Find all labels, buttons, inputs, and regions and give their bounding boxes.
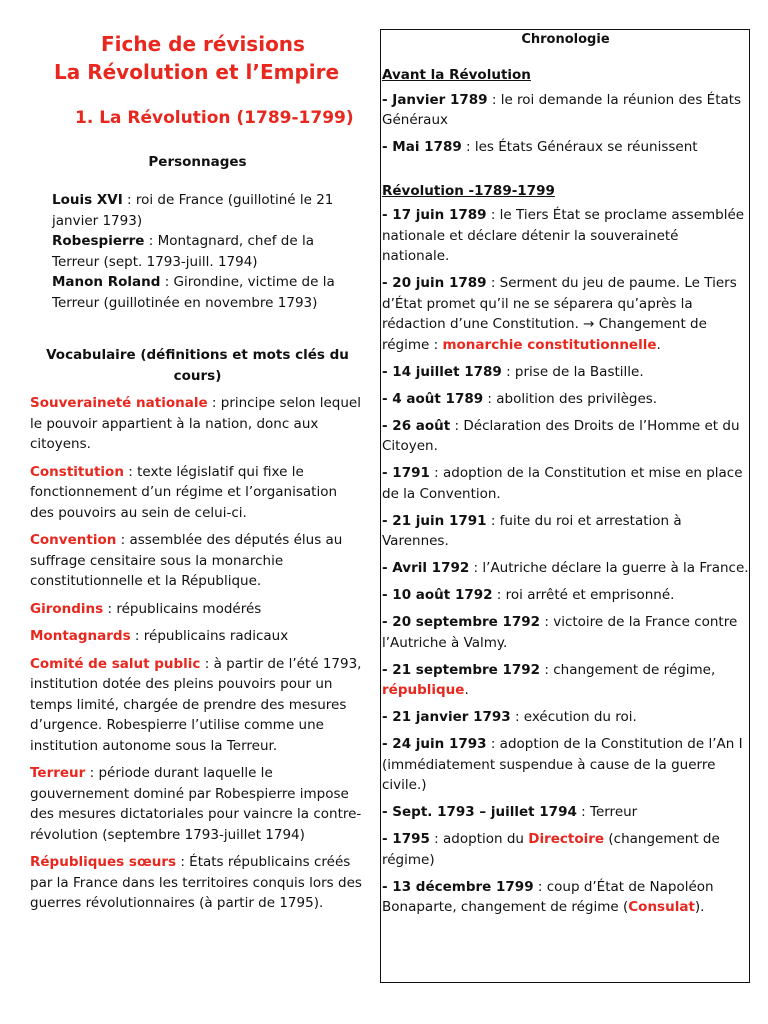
chrono-event	[382, 558, 749, 579]
event-text: : adoption de la Constitution et mise en place de la Convention.	[382, 465, 743, 502]
chrono-event	[382, 707, 749, 728]
event-end: (changement de régime)	[382, 831, 720, 868]
vocab-def: : républicains radicaux	[130, 628, 289, 644]
section-heading: 1. La Révolution (1789-1799)	[75, 108, 354, 128]
vocab-term: Souveraineté nationale	[30, 395, 208, 411]
chrono-event	[382, 362, 749, 383]
event-date: - 14 juillet 1789	[382, 363, 502, 380]
event-end: ).	[694, 899, 705, 915]
event-text: : Terreur	[576, 804, 638, 820]
event-date: - 21 septembre 1792	[382, 661, 541, 678]
chrono-event	[382, 734, 749, 796]
person-item	[52, 190, 365, 231]
vocab-def: : texte législatif qui fixe le fonctionnement d’un régime et l’organisation des pouvoirs au sein de celui-ci.	[30, 463, 338, 521]
chronology-box	[380, 29, 750, 983]
chrono-event	[382, 829, 749, 870]
page-title-line2: La Révolution et l’Empire	[54, 60, 340, 84]
event-text: : le Tiers État se proclame assemblée nationale et déclare détenir la souveraineté nationale.	[382, 207, 745, 264]
event-date: - 4 août 1789	[382, 390, 484, 407]
event-text: : prise de la Bastille.	[501, 363, 644, 380]
event-date: - 26 août	[382, 417, 451, 434]
event-date: - Janvier 1789	[382, 91, 488, 108]
vocab-def: : assemblée des députés élus au suffrage censitaire sous la monarchie constitutionnelle et la République.	[30, 532, 343, 589]
vocab-item	[30, 462, 365, 524]
event-date: - 20 juin 1789	[382, 275, 487, 291]
vocab-item	[30, 626, 365, 647]
chrono-event	[382, 389, 749, 410]
event-text: : le roi demande la réunion des États Généraux	[382, 91, 742, 128]
vocab-item	[30, 852, 365, 914]
event-date: - 20 septembre 1792	[382, 614, 541, 630]
event-text: : adoption de la Constitution de l’An I (immédiatement suspendue à cause de la guerre civile.)	[382, 736, 743, 793]
event-date: - 21 juin 1791	[382, 512, 487, 529]
event-regime: monarchie constitutionnelle	[442, 336, 657, 353]
event-regime: république	[382, 682, 465, 698]
event-text: : victoire de la France contre l’Autriche à Valmy.	[382, 614, 738, 651]
event-end: .	[656, 336, 661, 353]
vocab-term: Girondins	[30, 600, 104, 617]
vocab-term: Terreur	[30, 765, 86, 781]
event-text: : Déclaration des Droits de l’Homme et du Citoyen.	[382, 417, 740, 454]
person-item	[52, 272, 365, 313]
vocab-def: : principe selon lequel le pouvoir appartient à la nation, donc aux citoyens.	[30, 395, 361, 452]
chrono-event	[382, 137, 749, 158]
event-date: - 1795	[382, 831, 430, 847]
era-heading-revolution: Révolution -1789-1799	[382, 182, 555, 199]
event-end: .	[464, 682, 469, 698]
persons-heading: Personnages	[148, 154, 247, 170]
event-regime: Consulat	[628, 899, 695, 915]
chrono-event	[382, 660, 749, 701]
vocab-item	[30, 763, 365, 845]
vocab-def: : États républicains créés par la France dans les territoires conquis lors des guerres révolutionnaires (à partir de 1795).	[30, 854, 362, 911]
person-item	[52, 231, 365, 272]
chrono-event	[382, 205, 749, 267]
event-text: : les États Généraux se réunissent	[461, 139, 698, 155]
event-date: - 21 janvier 1793	[382, 709, 511, 725]
event-date: - 13 décembre 1799	[382, 878, 534, 895]
vocab-item	[30, 599, 365, 620]
chrono-event	[382, 416, 749, 457]
event-text: : Serment du jeu de paume. Le Tiers d’État promet qu’il ne se séparera qu’après la rédaction d’une Constitution. → Changement de régime :	[382, 275, 737, 353]
persons-list	[52, 190, 365, 313]
person-name: Louis XVI	[52, 192, 123, 208]
vocab-def: : période durant laquelle le gouvernement dominé par Robespierre impose des mesures dictatoriales pour vaincre la contre-révolution (septembre 1793-juillet 1794)	[30, 765, 362, 843]
event-text: : exécution du roi.	[510, 709, 637, 725]
event-date: - Mai 1789	[382, 139, 462, 155]
event-text: : roi arrêté et emprisonné.	[492, 587, 675, 603]
event-date: - Avril 1792	[382, 560, 470, 576]
chrono-event	[382, 463, 749, 504]
vocab-def: : républicains modérés	[103, 600, 262, 617]
event-date: - 10 août 1792	[382, 587, 493, 603]
vocab-list	[30, 393, 365, 914]
event-date: - 24 juin 1793	[382, 736, 487, 752]
vocab-term: Républiques sœurs	[30, 854, 177, 870]
vocab-item	[30, 654, 365, 757]
vocab-def: : à partir de l’été 1793, institution dotée des pleins pouvoirs pour un temps limité, chargée de prendre des mesures d’urgence. Robespierre l’utilise comme une institution autonome sous la Terreur.	[30, 655, 362, 754]
chrono-event	[382, 273, 749, 355]
event-text: : abolition des privilèges.	[483, 390, 658, 407]
vocab-item	[30, 530, 365, 592]
event-date: - 17 juin 1789	[382, 207, 487, 223]
event-date: - Sept. 1793 – juillet 1794	[382, 804, 577, 820]
vocab-item	[30, 393, 365, 455]
vocab-term: Montagnards	[30, 628, 131, 644]
chrono-event	[382, 585, 749, 606]
vocab-term: Comité de salut public	[30, 655, 201, 672]
era-heading-before: Avant la Révolution	[382, 67, 531, 83]
event-text: : coup d’État de Napoléon Bonaparte, changement de régime (	[382, 878, 714, 915]
chrono-event	[382, 612, 749, 653]
person-desc: : roi de France (guillotiné le 21 janvier 1793)	[52, 192, 334, 229]
chrono-event	[382, 877, 749, 918]
vocab-term: Constitution	[30, 463, 124, 480]
chrono-event	[382, 90, 749, 131]
left-column	[30, 30, 365, 914]
event-text: : adoption du	[429, 831, 529, 847]
event-regime: Directoire	[528, 831, 605, 847]
page-title-line1: Fiche de révisions	[101, 32, 305, 56]
person-name: Manon Roland	[52, 274, 161, 290]
chronology-heading: Chronologie	[521, 32, 610, 47]
person-name: Robespierre	[52, 233, 145, 249]
vocab-heading: Vocabulaire (définitions et mots clés du cours)	[46, 347, 349, 384]
event-date: - 1791	[382, 465, 430, 481]
event-text: : changement de régime,	[540, 661, 716, 678]
person-desc: : Girondine, victime de la Terreur (guillotinée en novembre 1793)	[52, 274, 335, 311]
event-text: : fuite du roi et arrestation à Varennes.	[382, 512, 682, 549]
person-desc: : Montagnard, chef de la Terreur (sept. 1793-juill. 1794)	[52, 233, 314, 270]
event-text: : l’Autriche déclare la guerre à la France.	[469, 560, 749, 576]
vocab-term: Convention	[30, 532, 117, 548]
chrono-event	[382, 511, 749, 552]
chrono-event	[382, 802, 749, 823]
